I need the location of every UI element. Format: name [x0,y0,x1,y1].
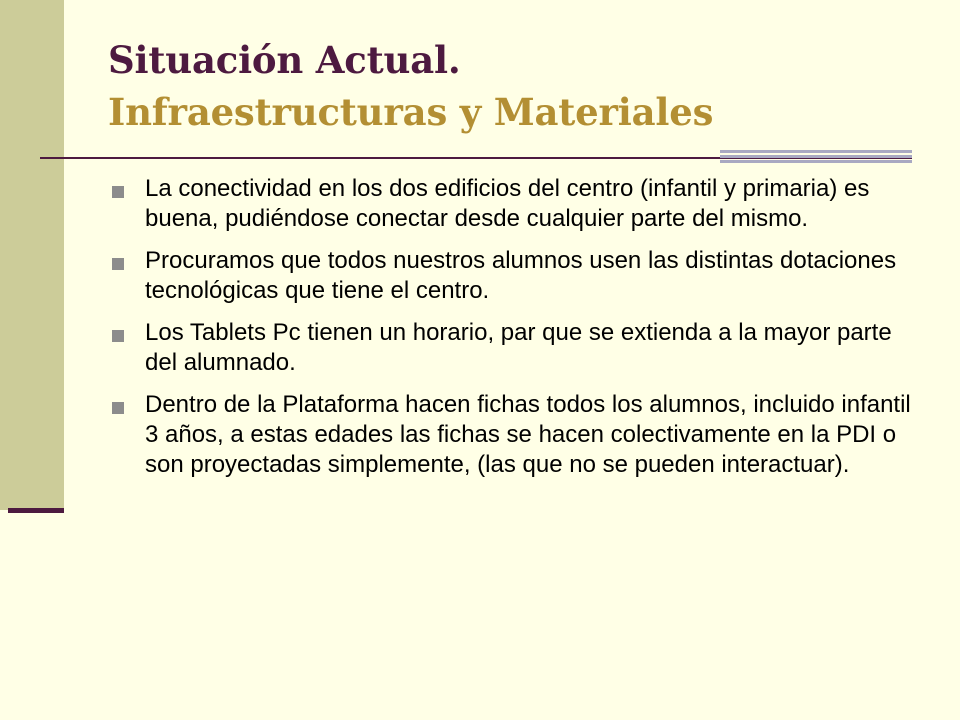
bullet-text-tablets-schedule: Los Tablets Pc tienen un horario, par que se extienda a la mayor parte del alumnado. [145,319,892,376]
slide-title [108,34,713,138]
slide-title-line-1: Situación Actual. [108,38,461,82]
square-bullet-icon [112,186,124,198]
slide-title-line-2: Infraestructuras y Materiales [108,90,714,134]
title-divider-accent [720,150,912,164]
bullet-list [112,174,912,492]
bullet-text-connectivity: La conectividad en los dos edificios del centro (infantil y primaria) es buena, pudiéndose conectar desde cualquier parte del mismo. [145,175,870,232]
decorative-side-bar [0,0,64,510]
square-bullet-icon [112,258,124,270]
side-bar-accent-line [8,508,64,513]
bullet-text-technology-use: Procuramos que todos nuestros alumnos usen las distintas dotaciones tecnológicas que tiene el centro. [145,247,897,304]
bullet-item-platform-worksheets [112,390,912,480]
bullet-item-tablets-schedule [112,318,912,378]
bullet-item-technology-use [112,246,912,306]
square-bullet-icon [112,402,124,414]
square-bullet-icon [112,330,124,342]
bullet-text-platform-worksheets: Dentro de la Plataforma hacen fichas todos los alumnos, incluido infantil 3 años, a estas edades las fichas se hacen colectivamente en la PDI o son proyectadas simplemente, (las que no se pueden interactuar). [145,391,911,478]
bullet-item-connectivity [112,174,912,234]
